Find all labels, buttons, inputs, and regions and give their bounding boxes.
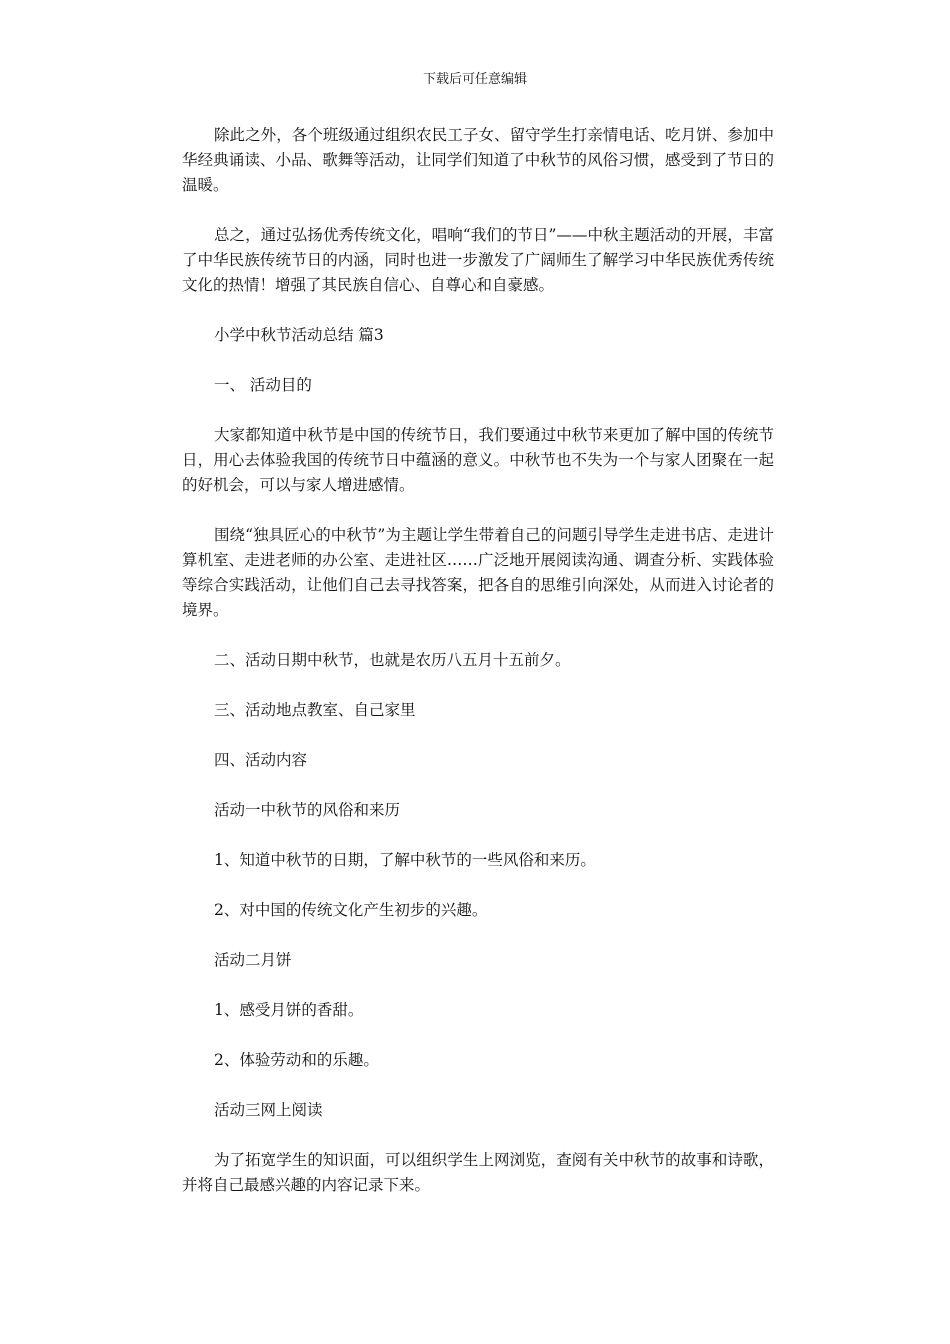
paragraph: 为了拓宽学生的知识面，可以组织学生上网浏览，查阅有关中秋节的故事和诗歌，并将自己最感兴趣的内容记录下来。	[182, 1151, 774, 1194]
subheading: 四、活动内容	[214, 751, 308, 769]
paragraph: 三、活动地点教室、自己家里	[214, 701, 416, 719]
page-header: 下载后可任意编辑	[422, 72, 527, 87]
paragraph: 除此之外，各个班级通过组织农民工子女、留守学生打亲情电话、吃月饼、参加中华经典诵读、小品、歌舞等活动，让同学们知道了中秋节的风俗习惯，感受到了节日的温暖。	[182, 126, 774, 194]
list-item: 2、对中国的传统文化产生初步的兴趣。	[214, 901, 488, 919]
paragraph: 围绕“独具匠心的中秋节”为主题让学生带着自己的问题引导学生走进书店、走进计算机室、走进老师的办公室、走进社区……广泛地开展阅读沟通、调查分析、实践体验等综合实践活动，让他们自己去寻找答案，把各自的思维引向深处，从而进入讨论者的境界。	[182, 526, 774, 619]
list-item: 1、知道中秋节的日期，了解中秋节的一些风俗和来历。	[214, 851, 596, 869]
activity-heading: 活动二月饼	[214, 951, 292, 969]
paragraph: 大家都知道中秋节是中国的传统节日，我们要通过中秋节来更加了解中国的传统节日，用心去体验我国的传统节日中蕴涵的意义。中秋节也不失为一个与家人团聚在一起的好机会，可以与家人增进感情。	[182, 426, 774, 494]
list-item: 2、体验劳动和的乐趣。	[214, 1051, 379, 1069]
paragraph: 二、活动日期中秋节，也就是农历八五月十五前夕。	[214, 651, 571, 669]
activity-heading: 活动三网上阅读	[214, 1101, 323, 1119]
paragraph: 总之，通过弘扬优秀传统文化，唱响“我们的节日”——中秋主题活动的开展，丰富了中华民族传统节日的内涵，同时也进一步激发了广阔师生了解学习中华民族优秀传统文化的热情！增强了其民族自信心、自尊心和自豪感。	[182, 226, 774, 294]
section-heading: 小学中秋节活动总结 篇3	[214, 326, 384, 344]
list-item: 1、感受月饼的香甜。	[214, 1001, 364, 1019]
subheading: 一、 活动目的	[214, 376, 312, 394]
activity-heading: 活动一中秋节的风俗和来历	[214, 801, 401, 819]
document-body	[182, 123, 774, 1198]
